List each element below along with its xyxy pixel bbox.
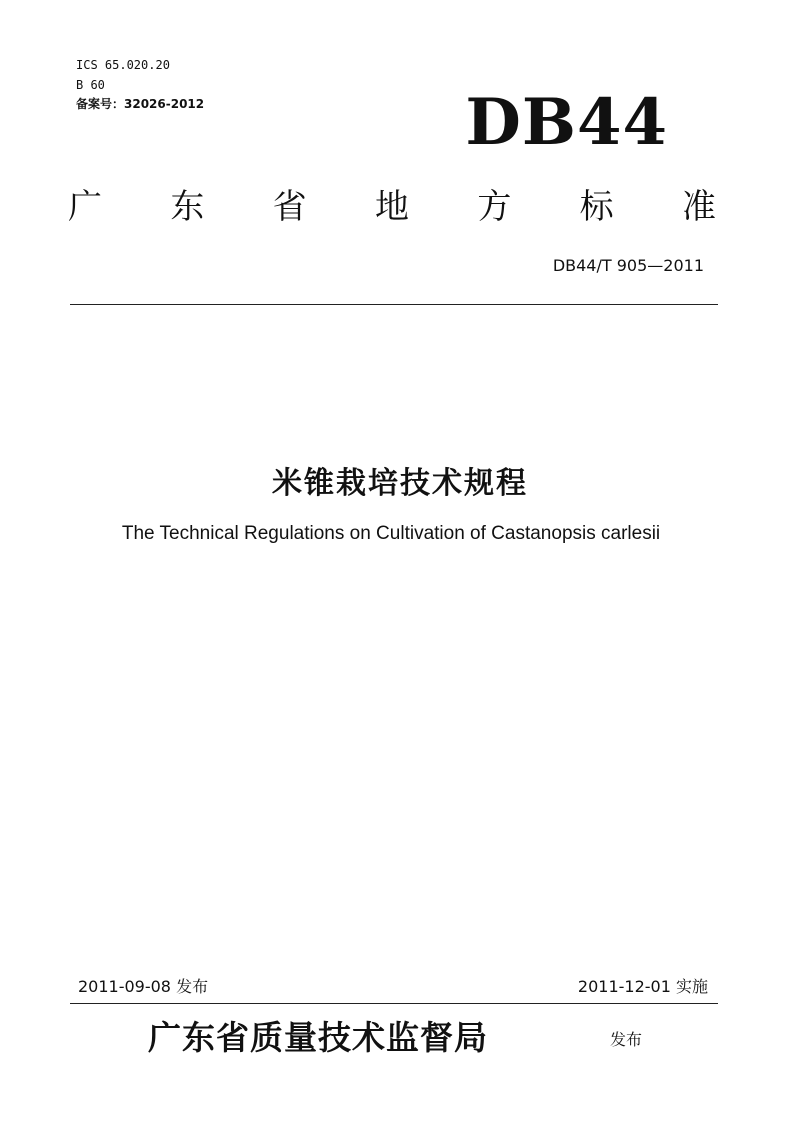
standard-type-char: 广 (68, 186, 102, 227)
publisher-name: 广东省质量技术监督局 (148, 1018, 488, 1057)
header-divider (70, 304, 718, 305)
standard-type-char: 准 (681, 186, 716, 227)
ccs-code: B 60 (76, 78, 105, 92)
document-title-chinese: 米锥栽培技术规程 (272, 466, 528, 501)
standard-type-heading (68, 178, 716, 228)
standard-type-char: 东 (170, 186, 205, 227)
standard-type-char: 省 (272, 186, 307, 227)
implement-date: 2011-12-01 实施 (577, 977, 708, 996)
footer-divider (70, 1003, 718, 1004)
publish-label: 发布 (610, 1030, 643, 1049)
record-number: 备案号：32026-2012 (76, 97, 205, 111)
standard-number: DB44/T 905—2011 (552, 256, 704, 275)
standard-code: DB44 (465, 85, 668, 160)
issue-date: 2011-09-08 发布 (78, 977, 209, 996)
document-title-english: The Technical Regulations on Cultivation of Castanopsis carlesii (121, 523, 661, 544)
standard-type-char: 方 (477, 186, 512, 227)
standard-type-char: 地 (374, 186, 409, 227)
standard-type-char: 标 (579, 186, 614, 227)
ics-code: ICS 65.020.20 (76, 58, 170, 72)
